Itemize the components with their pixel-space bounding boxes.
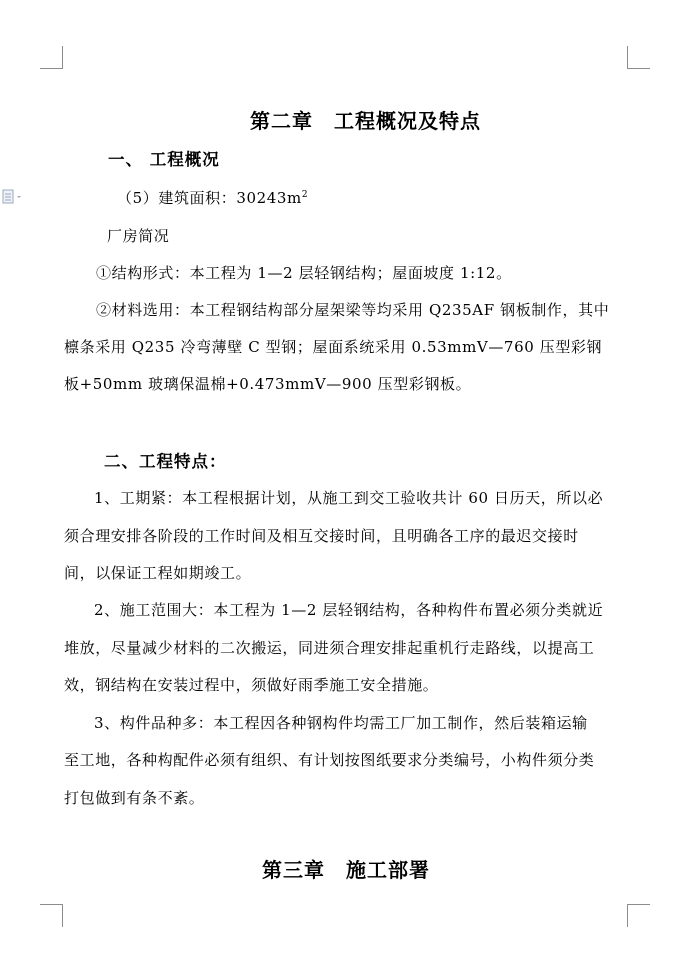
feature-3-line-2: 至工地，各种构配件必须有组织、有计划按图纸要求分类编号，小构件须分类 (64, 751, 595, 769)
materials-line-2: 檩条采用 Q235 冷弯薄壁 C 型钢；屋面系统采用 0.53mmV—760 压型彩钢 (64, 338, 603, 356)
feature-3-line-3: 打包做到有条不紊。 (64, 789, 205, 807)
building-area (117, 188, 308, 208)
crop-mark-bottom-left (40, 904, 63, 927)
crop-mark-bottom-right (627, 904, 650, 927)
crop-mark-top-left (40, 46, 63, 69)
document-comment-icon[interactable] (2, 189, 26, 205)
chapter-3-title: 第三章 施工部署 (262, 858, 430, 882)
feature-1-line-2: 须合理安排各阶段的工作时间及相互交接时间，且明确各工序的最迟交接时 (64, 527, 579, 545)
materials-line-3: 板+50mm 玻璃保温棉+0.473mmV—900 压型彩钢板。 (64, 375, 472, 393)
section-1-heading: 一、 工程概况 (108, 150, 220, 169)
factory-subheading: 厂房简况 (107, 227, 170, 245)
chapter-2-title: 第二章 工程概况及特点 (250, 109, 481, 133)
feature-2-line-3: 效，钢结构在安装过程中，须做好雨季施工安全措施。 (64, 676, 439, 694)
feature-2-line-1: 2、施工范围大：本工程为 1—2 层轻钢结构，各种构件布置必须分类就近 (94, 601, 604, 619)
building-area-label: （5）建筑面积：30243m (117, 189, 302, 207)
area-unit-superscript: 2 (301, 190, 309, 200)
feature-2-line-2: 堆放，尽量减少材料的二次搬运，同进须合理安排起重机行走路线，以提高工 (64, 639, 595, 657)
crop-mark-top-right (627, 46, 650, 69)
feature-1-line-1: 1、工期紧：本工程根据计划，从施工到交工验收共计 60 日历天，所以必 (94, 489, 604, 507)
structure-form-item: ①结构形式：本工程为 1—2 层轻钢结构；屋面坡度 1:12。 (96, 264, 512, 282)
feature-1-line-3: 间，以保证工程如期竣工。 (64, 564, 252, 582)
materials-line-1: ②材料选用：本工程钢结构部分屋架梁等均采用 Q235AF 钢板制作，其中 (96, 301, 610, 319)
section-2-heading: 二、工程特点： (104, 452, 227, 471)
feature-3-line-1: 3、构件品种多：本工程因各种钢构件均需工厂加工制作，然后装箱运输 (94, 714, 588, 732)
